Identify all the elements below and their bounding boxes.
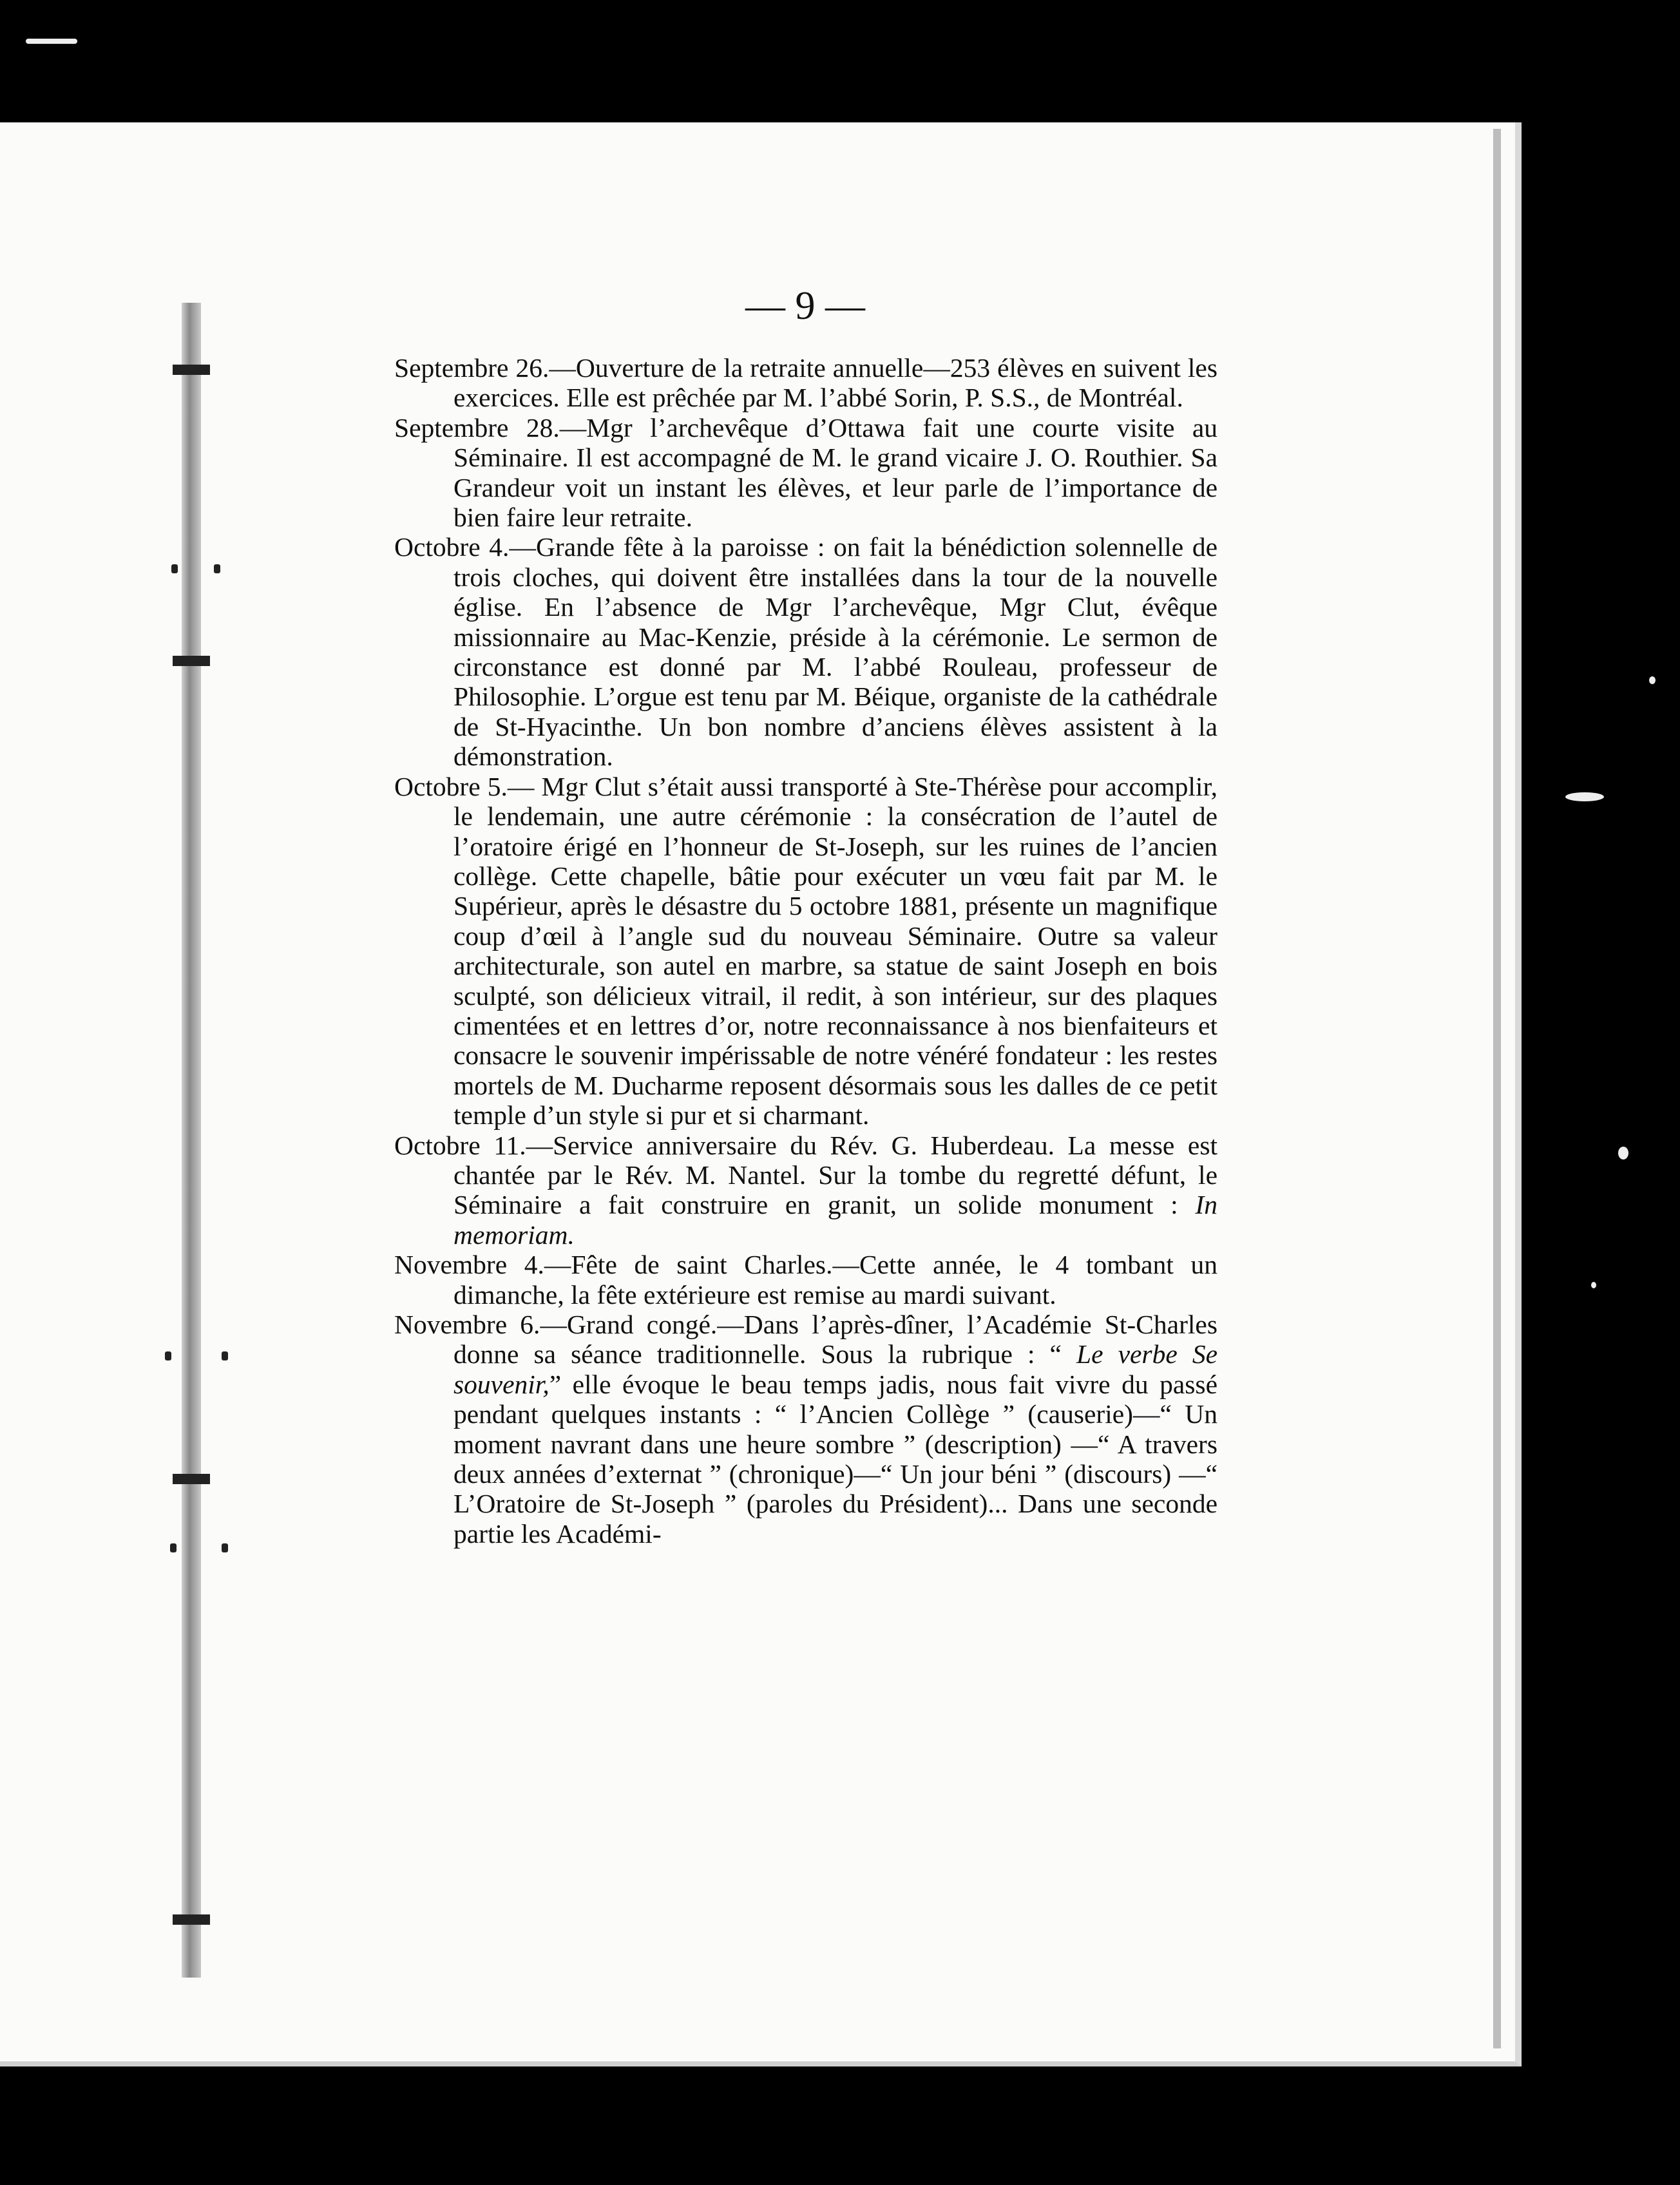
entry-october-11 [394,1131,1217,1250]
entry-date: Septembre 26. [394,353,549,383]
entry-october-4 [394,532,1217,771]
binding-stitch [173,656,210,666]
chronicle-text [394,353,1217,1549]
film-speck [1565,792,1604,801]
entry-text: —Grand congé.—Dans l’après-dîner, l’Académie St-Charles donne sa séance traditionnelle. Sous la rubrique : “ [453,1310,1217,1369]
entry-text: —Ouverture de la retraite annuelle—253 élèves en suivent les exercices. Elle est prêchée par M. l’abbé Sorin, P. S.S., de Montréal. [453,353,1217,413]
film-speck [1618,1147,1628,1159]
binding-hole [165,1351,171,1360]
binding-stitch [173,1474,210,1484]
binding-spine [182,303,201,1978]
entry-date: Octobre 11. [394,1130,526,1160]
entry-date: Octobre 5. [394,771,508,801]
binding-hole [214,564,220,573]
entry-text: —Service anniversaire du Rév. G. Huberdeau. La messe est chantée par le Rév. M. Nantel. Sur la tombe du regretté défunt, le Séminaire a fait construire en granit, un solide monument : [453,1130,1217,1220]
entry-september-28 [394,413,1217,533]
binding-hole [222,1351,228,1360]
page-number: — 9 — [745,284,865,328]
film-speck [26,39,77,44]
entry-text: — Mgr Clut s’était aussi transporté à Ste-Thérèse pour accomplir, le lendemain, une autre cérémonie : la consécration de l’autel de l’oratoire érigé en l’honneur de St-Joseph, sur les ruines de l’ancien collège. Cette chapelle, bâtie pour exécuter un vœu fait par M. le Supérieur, après le désastre du 5 octobre 1881, présente un magnifique coup d’œil à l’angle sud du nouveau Séminaire. Outre sa valeur architecturale, son autel en marbre, sa statue de saint Joseph en bois sculpté, son délicieux vitrail, il redit, à son intérieur, sur des plaques cimentées et en lettres d’or, notre reconnaissance à nos bienfaiteurs et consacre le souvenir impérissable de notre vénéré fondateur : les restes mortels de M. Ducharme reposent désormais sous les dalles de ce petit temple d’un style si pur et si charmant. [453,771,1217,1131]
binding-stitch [173,365,210,375]
entry-text: ” elle évoque le beau temps jadis, nous fait vivre du passé pendant quelques instants : “ l’Ancien Collège ” (causerie)—“ Un moment navrant dans une heure sombre ” (description) —“ A travers deux années d’externat ” (chronique)—“ Un jour béni ” (discours) —“ L’Oratoire de St-Joseph ” (paroles du Président)... Dans une seconde partie les Académi- [453,1369,1217,1549]
film-speck [1649,676,1656,684]
entry-november-4 [394,1250,1217,1310]
entry-september-26 [394,353,1217,413]
entry-date: Octobre 4. [394,532,510,562]
entry-text: —Fête de saint Charles.—Cette année, le 4 tombant un dimanche, la fête extérieure est remise au mardi suivant. [453,1250,1217,1310]
film-speck [1591,1282,1596,1288]
entry-date: Novembre 4. [394,1250,544,1280]
binding-hole [222,1543,228,1552]
page-edge [1493,129,1501,2048]
entry-italic: In memoriam. [453,1190,1217,1250]
entry-date: Novembre 6. [394,1310,540,1339]
entry-november-6 [394,1310,1217,1549]
entry-text: —Grande fête à la paroisse : on fait la bénédiction solennelle de trois cloches, qui doivent être installées dans la tour de la nouvelle église. En l’absence de Mgr l’archevêque, Mgr Clut, évêque missionnaire au Mac-Kenzie, préside à la cérémonie. Le sermon de circonstance est donné par M. l’abbé Rouleau, professeur de Philosophie. L’orgue est tenu par M. Béique, organiste de la cathédrale de St-Hyacinthe. Un bon nombre d’anciens élèves assistent à la démonstration. [453,532,1217,772]
entry-october-5 [394,772,1217,1131]
entry-italic: Le verbe Se souvenir, [453,1339,1217,1399]
entry-text: —Mgr l’archevêque d’Ottawa fait une courte visite au Séminaire. Il est accompagné de M. le grand vicaire J. O. Routhier. Sa Grandeur voit un instant les élèves, et leur parle de l’importance de bien faire leur retraite. [453,412,1217,533]
binding-hole [170,1543,177,1552]
binding-hole [171,564,178,573]
binding-stitch [173,1914,210,1925]
entry-date: Septembre 28. [394,412,560,443]
